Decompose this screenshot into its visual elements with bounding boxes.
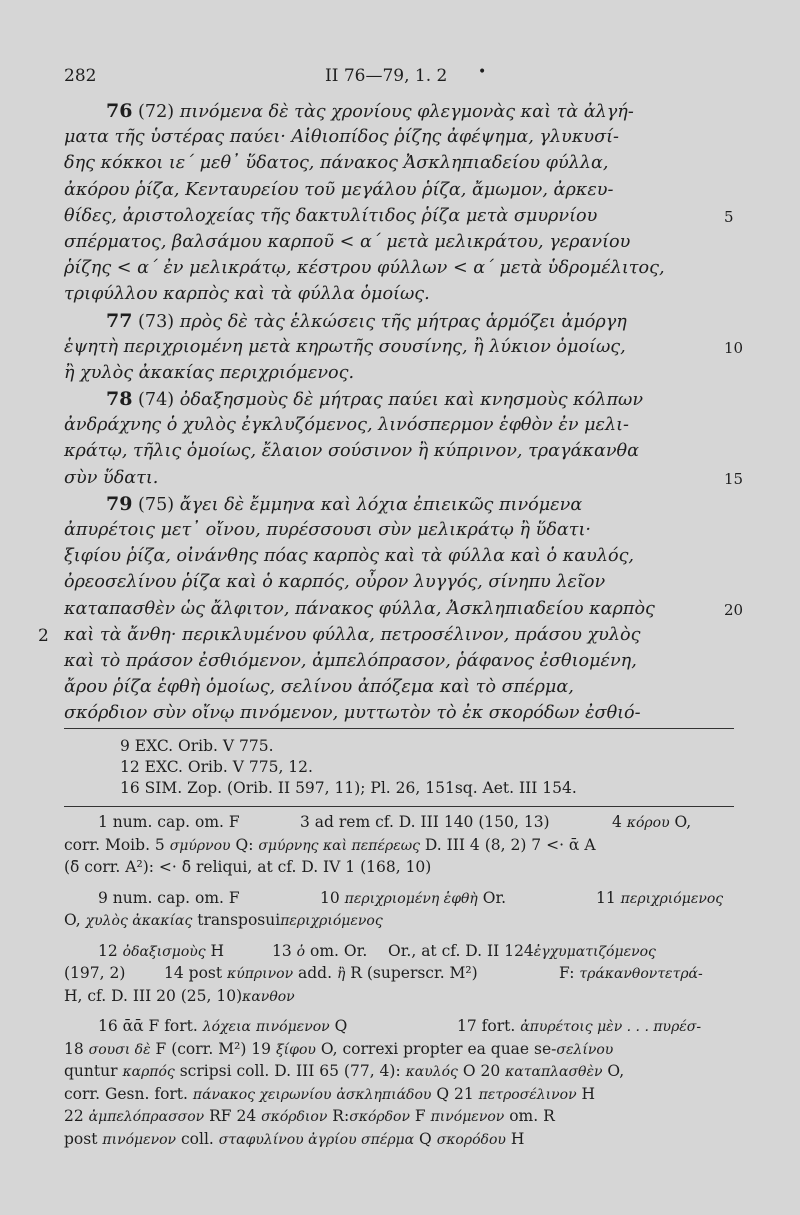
note-text: transposui <box>192 911 281 929</box>
note-text: H <box>205 941 225 960</box>
text-line <box>64 543 704 569</box>
text-line <box>64 124 704 150</box>
apparatus-note <box>64 985 295 1009</box>
text-line <box>64 700 704 726</box>
note-text: F: <box>559 964 580 982</box>
note-text: 18 <box>64 1039 89 1058</box>
apparatus-line <box>64 1060 736 1083</box>
apparatus-line <box>64 985 736 1008</box>
line-text: ἢ χυλὸς ἀκακίας περιχριόμενος. <box>64 362 355 383</box>
section-number: 77 <box>106 309 133 332</box>
main-greek-text <box>38 98 744 727</box>
line-text: σὺν ὕδατι. <box>64 467 159 488</box>
greek-lemma: πινόμενον <box>255 1019 330 1035</box>
margin-number: 2 <box>38 625 49 646</box>
note-text: coll. <box>176 1129 219 1148</box>
sources-apparatus <box>120 736 577 799</box>
text-line <box>64 255 704 281</box>
apparatus-line <box>64 1105 736 1128</box>
line-text: ἀνδράχνης ὁ χυλὸς ἐγκλυζόμενος, λινόσπερμον ἑφθὸν ἐν μελι- <box>64 415 629 436</box>
greek-lemma: πάνακος χειρωνίου <box>192 1086 332 1103</box>
apparatus-note <box>559 962 703 986</box>
greek-lemma: ὁ <box>296 943 306 960</box>
apparatus-line <box>64 940 736 963</box>
note-text: O, <box>64 911 86 929</box>
apparatus-line <box>64 1083 736 1106</box>
note-text: 3 ad rem cf. D. III 140 (150, 13) <box>300 813 550 831</box>
text-line <box>64 98 704 124</box>
line-text: καὶ τὰ ἄνθη· περικλυμένου φύλλα, πετροσέλινον, πράσου χυλὸς <box>64 624 641 645</box>
greek-lemma: περιχριομένη ἑφθὴ <box>344 890 478 907</box>
line-text: ἄρου ῥίζα ἑφθὴ ὁμοίως, σελίνου ἀπόζεμα καὶ τὸ σπέρμα, <box>64 677 574 698</box>
running-head: II 76—79, 1. 2 <box>325 66 448 86</box>
note-text: 11 <box>596 888 621 907</box>
apparatus-note <box>64 1060 624 1084</box>
apparatus-note <box>64 834 596 858</box>
line-text: τριφύλλου καρπὸς καὶ τὰ φύλλα ὁμοίως. <box>64 284 430 305</box>
note-text: F <box>409 1107 431 1125</box>
text-line <box>38 622 704 648</box>
line-number: 15 <box>724 469 744 488</box>
apparatus-note <box>320 887 506 911</box>
greek-lemma: καυλός <box>405 1064 458 1080</box>
apparatus-line <box>64 1015 736 1038</box>
apparatus-note <box>64 909 383 933</box>
text-line <box>64 674 704 700</box>
page-header <box>64 66 736 90</box>
line-text: καταπασθὲν ὡς ἄλφιτον, πάνακος φύλλα, Ἀσκληπιαδείου καρπὸς <box>64 598 655 619</box>
line-number: 20 <box>724 600 744 619</box>
line-text: καὶ τὸ πράσον ἐσθιόμενον, ἀμπελόπρασον, ῥάφανος ἐσθιομένη, <box>64 650 637 671</box>
note-text: O, correxi propter ea quae se- <box>315 1039 557 1058</box>
greek-lemma: σελίνου <box>556 1041 614 1058</box>
note-text: (197, 2) <box>64 964 126 982</box>
note-text: Or., at cf. D. II 124 <box>388 941 534 960</box>
apparatus-note <box>64 1128 524 1152</box>
source-line: 16 SIM. Zop. (Orib. II 597, 11); Pl. 26, 151sq. Aet. III 154. <box>120 779 577 797</box>
line-text: ὀρεοσελίνου ῥίζα καὶ ὁ καρπός, οὖρον λυγγός, σίνηπυ λεῖον <box>64 572 606 593</box>
text-line <box>64 648 704 674</box>
note-text: R (superscr. M²) <box>345 964 478 982</box>
note-text: post <box>64 1129 103 1148</box>
apparatus-line <box>64 909 736 932</box>
greek-lemma: κόρου <box>626 815 670 831</box>
greek-lemma: τράκανθον <box>579 966 658 982</box>
greek-lemma: σουσι δὲ <box>88 1041 151 1058</box>
text-line <box>64 229 704 255</box>
note-text: om. Or. <box>305 941 368 960</box>
text-line <box>64 203 734 229</box>
apparatus-line <box>64 1038 736 1061</box>
section-ref: (74) <box>132 390 180 411</box>
note-text: 14 post <box>164 964 228 982</box>
greek-lemma: ἐγχυματιζόμενος <box>533 943 656 960</box>
source-line: 9 EXC. Orib. V 775. <box>120 737 274 755</box>
text-line <box>64 438 704 464</box>
greek-lemma: ἀμπελόπρασσον <box>88 1109 205 1125</box>
note-text: add. <box>293 964 337 982</box>
text-line <box>64 308 704 334</box>
greek-lemma: σμύρνου <box>169 837 231 854</box>
note-text: 22 <box>64 1107 89 1125</box>
line-text: θίδες, ἀριστολοχείας τῆς δακτυλίτιδος ῥίζα μετὰ σμυρνίου <box>64 205 598 226</box>
source-line: 12 EXC. Orib. V 775, 12. <box>120 758 313 776</box>
text-line <box>64 569 704 595</box>
note-text: F (corr. M²) 19 <box>150 1039 276 1058</box>
note-text: R: <box>327 1107 350 1125</box>
separator-rule <box>64 728 734 729</box>
note-text: 13 <box>272 941 297 960</box>
apparatus-line <box>64 1128 736 1151</box>
apparatus-note <box>64 1083 595 1107</box>
apparatus-note <box>596 887 723 911</box>
note-text: quntur <box>64 1062 123 1080</box>
section-ref: (73) <box>132 311 180 332</box>
critical-apparatus <box>64 811 736 1150</box>
greek-lemma: σταφυλίνου ἀγρίου σπέρμα <box>218 1131 415 1148</box>
line-text: πινόμενα δὲ τὰς χρονίους φλεγμονὰς καὶ τὰ ἀλγή- <box>179 102 634 122</box>
note-text: 4 <box>612 813 627 831</box>
note-text: O, <box>669 813 692 831</box>
greek-lemma: πινόμενον <box>430 1109 505 1125</box>
apparatus-note <box>98 940 224 964</box>
line-text: ῥίζης < α´ ἐν μελικράτῳ, κέστρου φύλλων < α´ μετὰ ὑδρομέλιτος, <box>64 258 665 279</box>
section-number: 79 <box>106 492 133 515</box>
apparatus-note <box>98 811 240 834</box>
note-text: RF 24 <box>204 1107 262 1125</box>
apparatus-note <box>64 1105 555 1129</box>
line-text: δης κόκκοι ιε´ μεθ᾽ ὕδατος, πάνακος Ἀσκληπιαδείου φύλλα, <box>64 153 609 174</box>
line-number: 5 <box>724 207 734 226</box>
note-text: H, cf. D. III 20 (25, 10) <box>64 986 243 1005</box>
note-text: Q <box>329 1017 348 1035</box>
line-text: ἄγει δὲ ἔμμηνα καὶ λόχια ἐπιεικῶς πινόμενα <box>179 494 583 515</box>
note-text: scripsi coll. D. III 65 (77, 4): <box>174 1062 406 1080</box>
note-text: om. R <box>504 1107 555 1125</box>
note-text: Q <box>414 1129 437 1148</box>
apparatus-note <box>64 1038 613 1062</box>
greek-lemma: σκορόδου <box>436 1131 506 1148</box>
text-line <box>64 386 704 412</box>
note-text: 12 <box>98 941 123 960</box>
note-text: 16 ᾱᾱ F fort. <box>98 1017 203 1035</box>
apparatus-note <box>612 811 691 835</box>
section-ref: (75) <box>132 494 180 515</box>
line-text: ἀπυρέτοις μετ᾽ οἴνου, πυρέσσουσι σὺν μελικράτῳ ἢ ὕδατι· <box>64 520 591 540</box>
apparatus-note <box>64 962 125 985</box>
line-text: κράτῳ, τῆλις ὁμοίως, ἔλαιον σούσινον ἢ κύπρινον, τραγάκανθα <box>64 441 640 462</box>
greek-lemma: ὀδαξισμοὺς <box>122 943 206 960</box>
greek-lemma: χυλὸς ἀκακίας <box>85 913 193 929</box>
note-text: O, <box>602 1062 625 1080</box>
greek-lemma: σμύρνης καὶ πεπέρεως <box>258 837 420 854</box>
text-line <box>64 517 704 543</box>
note-text: (δ̄ corr. A²): <· δ̄ reliqui, at cf. D. IV 1 (168, 10) <box>64 858 432 876</box>
apparatus-line <box>64 834 736 857</box>
apparatus-line <box>64 962 736 985</box>
line-text: ὀδαξησμοὺς δὲ μήτρας παύει καὶ κνησμοὺς κόλπων <box>179 390 644 411</box>
line-text: σπέρματος, βαλσάμου καρποῦ < α´ μετὰ μελικράτου, γερανίου <box>64 231 631 252</box>
apparatus-line <box>64 856 736 879</box>
text-line <box>64 465 744 491</box>
greek-lemma: πινόμενον <box>102 1131 177 1148</box>
note-text: corr. Moib. 5 <box>64 835 170 854</box>
text-line <box>64 334 744 360</box>
note-text: 1 num. cap. om. F <box>98 813 240 831</box>
greek-lemma: ἀσκληπιάδου <box>336 1086 432 1103</box>
note-text: H <box>576 1084 596 1103</box>
greek-lemma: σκόρδιον <box>261 1109 328 1125</box>
line-text: σκόρδιον σὺν οἴνῳ πινόμενον, μυττωτὸν τὸ ἐκ σκορόδων ἐσθιό- <box>64 703 641 724</box>
note-text: 10 <box>320 888 345 907</box>
text-line <box>64 360 704 386</box>
greek-lemma: ξίφου <box>275 1041 316 1058</box>
greek-lemma: καταπλασθὲν <box>505 1064 603 1080</box>
page-number: 282 <box>64 66 97 86</box>
apparatus-note <box>300 811 550 834</box>
apparatus-note <box>272 940 367 964</box>
apparatus-note <box>98 887 240 910</box>
section-number: 78 <box>106 388 133 411</box>
line-text: ἑψητὴ περιχριομένη μετὰ κηρωτῆς σουσίνης, ἢ λύκιον ὁμοίως, <box>64 336 626 357</box>
greek-lemma: περιχριόμενος <box>620 890 724 907</box>
text-line <box>64 491 704 517</box>
note-text: H <box>505 1129 525 1148</box>
greek-lemma: κύπρινον <box>227 966 294 982</box>
greek-lemma: πετροσέλινον <box>478 1086 577 1103</box>
greek-lemma: ἢ <box>336 966 346 982</box>
text-line <box>64 281 704 307</box>
line-number: 10 <box>724 338 744 357</box>
separator-rule <box>64 806 734 807</box>
greek-lemma: ἀπυρέτοις μὲν . . . πυρέσ- <box>520 1019 702 1035</box>
note-text: Q: <box>230 835 259 854</box>
note-text: D. III 4 (8, 2) 7 <· ᾱ A <box>419 835 596 854</box>
apparatus-note <box>457 1015 701 1039</box>
note-text: Or. <box>477 888 507 907</box>
line-text: ἀκόρου ῥίζα, Κενταυρείου τοῦ μεγάλου ῥίζα, ἄμωμον, ἀρκευ- <box>64 179 614 200</box>
greek-lemma: σκόρδον <box>349 1109 410 1125</box>
apparatus-note <box>388 940 656 964</box>
greek-lemma: λόχεια <box>202 1019 252 1035</box>
greek-lemma: περιχριόμενος <box>280 913 383 929</box>
apparatus-line <box>64 811 736 834</box>
greek-lemma: καρπός <box>122 1064 175 1080</box>
note-text: 17 fort. <box>457 1017 521 1035</box>
greek-lemma: κανθον <box>242 988 295 1005</box>
line-text: πρὸς δὲ τὰς ἑλκώσεις τῆς μήτρας ἁρμόζει ἀμόργη <box>179 311 627 332</box>
note-text: O 20 <box>457 1062 506 1080</box>
note-text: corr. Gesn. fort. <box>64 1084 193 1103</box>
greek-lemma: τετρά- <box>657 966 703 982</box>
apparatus-line <box>64 887 736 910</box>
text-line <box>64 177 704 203</box>
note-text: 9 num. cap. om. F <box>98 888 240 907</box>
text-line <box>64 596 744 622</box>
header-mark: • <box>478 64 487 80</box>
section-ref: (72) <box>132 102 180 122</box>
line-text: ματα τῆς ὑστέρας παύει· Αἰθιοπίδος ῥίζης ἀφέψημα, γλυκυσί- <box>64 127 619 148</box>
text-line <box>64 412 704 438</box>
note-text: Q 21 <box>431 1084 479 1103</box>
apparatus-note <box>98 1015 347 1039</box>
section-number: 76 <box>106 100 133 122</box>
apparatus-note <box>164 962 478 986</box>
text-line <box>64 150 704 176</box>
line-text: ξιφίου ῥίζα, οἰνάνθης πόας καρπὸς καὶ τὰ φύλλα καὶ ὁ καυλός, <box>64 546 635 567</box>
apparatus-note <box>64 856 431 879</box>
